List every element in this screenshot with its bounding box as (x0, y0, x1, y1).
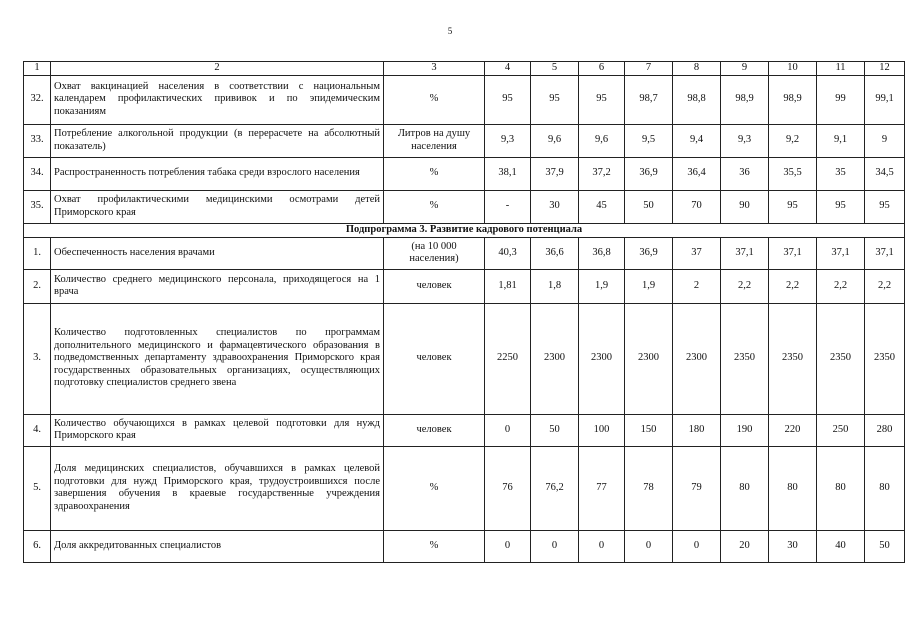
column-number: 2 (51, 62, 384, 76)
value-cell: 95 (485, 75, 531, 124)
value-cell: 90 (721, 190, 769, 223)
value-cell: 0 (625, 530, 673, 562)
section-title: Подпрограмма 3. Развитие кадрового потенциала (24, 223, 905, 237)
value-cell: 2300 (673, 303, 721, 414)
value-cell: 45 (579, 190, 625, 223)
column-number: 9 (721, 62, 769, 76)
value-cell: 78 (625, 446, 673, 530)
row-number: 32. (24, 75, 51, 124)
column-number: 4 (485, 62, 531, 76)
indicator-name: Распространенность потребления табака среди взрослого населения (51, 157, 384, 190)
table-row (24, 157, 905, 190)
value-cell: 1,8 (531, 269, 579, 303)
value-cell: 2300 (625, 303, 673, 414)
value-cell: 79 (673, 446, 721, 530)
value-cell: 9,3 (721, 124, 769, 157)
value-cell: - (485, 190, 531, 223)
value-cell: 1,9 (625, 269, 673, 303)
value-cell: 98,8 (673, 75, 721, 124)
unit-of-measure: % (384, 446, 485, 530)
value-cell: 35,5 (769, 157, 817, 190)
indicator-name: Доля медицинских специалистов, обучавшихся в рамках целевой подготовки для нужд Приморского края, трудоустроившихся после завершения обучения в краевые государственные учреждения здравоохранения (51, 446, 384, 530)
unit-of-measure: Литров на душу населения (384, 124, 485, 157)
value-cell: 95 (579, 75, 625, 124)
value-cell: 40,3 (485, 237, 531, 269)
value-cell: 9 (865, 124, 905, 157)
unit-of-measure: человек (384, 303, 485, 414)
indicator-name: Количество среднего медицинского персонала, приходящегося на 1 врача (51, 269, 384, 303)
indicator-name: Охват вакцинацией населения в соответствии с национальным календарем профилактических прививок и по эпидемическим показаниям (51, 75, 384, 124)
value-cell: 40 (817, 530, 865, 562)
value-cell: 38,1 (485, 157, 531, 190)
value-cell: 35 (817, 157, 865, 190)
unit-of-measure: % (384, 190, 485, 223)
value-cell: 2,2 (769, 269, 817, 303)
value-cell: 1,81 (485, 269, 531, 303)
table-row (24, 75, 905, 124)
column-number: 7 (625, 62, 673, 76)
value-cell: 34,5 (865, 157, 905, 190)
value-cell: 50 (625, 190, 673, 223)
table-row (24, 303, 905, 414)
value-cell: 95 (865, 190, 905, 223)
value-cell: 36,8 (579, 237, 625, 269)
value-cell: 0 (531, 530, 579, 562)
value-cell: 95 (769, 190, 817, 223)
column-number: 5 (531, 62, 579, 76)
value-cell: 9,3 (485, 124, 531, 157)
value-cell: 2,2 (865, 269, 905, 303)
header-row (24, 62, 905, 76)
value-cell: 280 (865, 414, 905, 446)
value-cell: 50 (531, 414, 579, 446)
indicators-table (23, 61, 905, 563)
value-cell: 0 (485, 530, 531, 562)
value-cell: 80 (865, 446, 905, 530)
column-number: 1 (24, 62, 51, 76)
indicator-name: Количество подготовленных специалистов по программам дополнительного медицинского и фармацевтического образования в подведомственных департаменту здравоохранения Приморского края государственных образовательных организациях, осуществляющих подготовку специалистов среднего звена (51, 303, 384, 414)
table-row (24, 414, 905, 446)
page-number: 5 (447, 26, 453, 36)
value-cell: 36,4 (673, 157, 721, 190)
column-number: 11 (817, 62, 865, 76)
indicator-name: Охват профилактическими медицинскими осмотрами детей Приморского края (51, 190, 384, 223)
value-cell: 2350 (769, 303, 817, 414)
table-row (24, 124, 905, 157)
indicator-name: Потребление алкогольной продукции (в перерасчете на абсолютный показатель) (51, 124, 384, 157)
value-cell: 37,1 (865, 237, 905, 269)
value-cell: 20 (721, 530, 769, 562)
value-cell: 220 (769, 414, 817, 446)
unit-of-measure: человек (384, 269, 485, 303)
row-number: 6. (24, 530, 51, 562)
value-cell: 2300 (531, 303, 579, 414)
value-cell: 76 (485, 446, 531, 530)
table-row (24, 190, 905, 223)
row-number: 33. (24, 124, 51, 157)
indicator-name: Количество обучающихся в рамках целевой подготовки для нужд Приморского края (51, 414, 384, 446)
value-cell: 95 (531, 75, 579, 124)
table-row (24, 446, 905, 530)
value-cell: 95 (817, 190, 865, 223)
value-cell: 190 (721, 414, 769, 446)
row-number: 4. (24, 414, 51, 446)
value-cell: 2250 (485, 303, 531, 414)
value-cell: 150 (625, 414, 673, 446)
value-cell: 0 (485, 414, 531, 446)
value-cell: 2350 (721, 303, 769, 414)
column-number: 6 (579, 62, 625, 76)
value-cell: 36 (721, 157, 769, 190)
row-number: 2. (24, 269, 51, 303)
unit-of-measure: % (384, 530, 485, 562)
value-cell: 2,2 (721, 269, 769, 303)
value-cell: 98,9 (769, 75, 817, 124)
column-number: 8 (673, 62, 721, 76)
indicator-name: Доля аккредитованных специалистов (51, 530, 384, 562)
value-cell: 37,1 (817, 237, 865, 269)
value-cell: 99,1 (865, 75, 905, 124)
value-cell: 37,9 (531, 157, 579, 190)
value-cell: 37,1 (721, 237, 769, 269)
unit-of-measure: человек (384, 414, 485, 446)
value-cell: 98,9 (721, 75, 769, 124)
value-cell: 9,4 (673, 124, 721, 157)
value-cell: 80 (721, 446, 769, 530)
unit-of-measure: % (384, 75, 485, 124)
value-cell: 77 (579, 446, 625, 530)
value-cell: 36,6 (531, 237, 579, 269)
value-cell: 2350 (817, 303, 865, 414)
value-cell: 0 (673, 530, 721, 562)
row-number: 1. (24, 237, 51, 269)
table-row (24, 530, 905, 562)
value-cell: 30 (531, 190, 579, 223)
value-cell: 37,1 (769, 237, 817, 269)
unit-of-measure: (на 10 000 населения) (384, 237, 485, 269)
value-cell: 250 (817, 414, 865, 446)
unit-of-measure: % (384, 157, 485, 190)
value-cell: 37 (673, 237, 721, 269)
row-number: 5. (24, 446, 51, 530)
column-number: 12 (865, 62, 905, 76)
value-cell: 9,2 (769, 124, 817, 157)
value-cell: 1,9 (579, 269, 625, 303)
value-cell: 2350 (865, 303, 905, 414)
value-cell: 100 (579, 414, 625, 446)
indicator-name: Обеспеченность населения врачами (51, 237, 384, 269)
table-row (24, 237, 905, 269)
column-number: 3 (384, 62, 485, 76)
value-cell: 30 (769, 530, 817, 562)
value-cell: 76,2 (531, 446, 579, 530)
value-cell: 50 (865, 530, 905, 562)
table-row (24, 269, 905, 303)
row-number: 3. (24, 303, 51, 414)
value-cell: 2,2 (817, 269, 865, 303)
value-cell: 0 (579, 530, 625, 562)
section-row (24, 223, 905, 237)
value-cell: 36,9 (625, 237, 673, 269)
value-cell: 80 (769, 446, 817, 530)
row-number: 34. (24, 157, 51, 190)
column-number: 10 (769, 62, 817, 76)
value-cell: 9,5 (625, 124, 673, 157)
value-cell: 37,2 (579, 157, 625, 190)
value-cell: 9,6 (579, 124, 625, 157)
value-cell: 36,9 (625, 157, 673, 190)
row-number: 35. (24, 190, 51, 223)
value-cell: 2300 (579, 303, 625, 414)
value-cell: 70 (673, 190, 721, 223)
value-cell: 9,1 (817, 124, 865, 157)
value-cell: 180 (673, 414, 721, 446)
value-cell: 99 (817, 75, 865, 124)
value-cell: 80 (817, 446, 865, 530)
value-cell: 2 (673, 269, 721, 303)
value-cell: 98,7 (625, 75, 673, 124)
value-cell: 9,6 (531, 124, 579, 157)
